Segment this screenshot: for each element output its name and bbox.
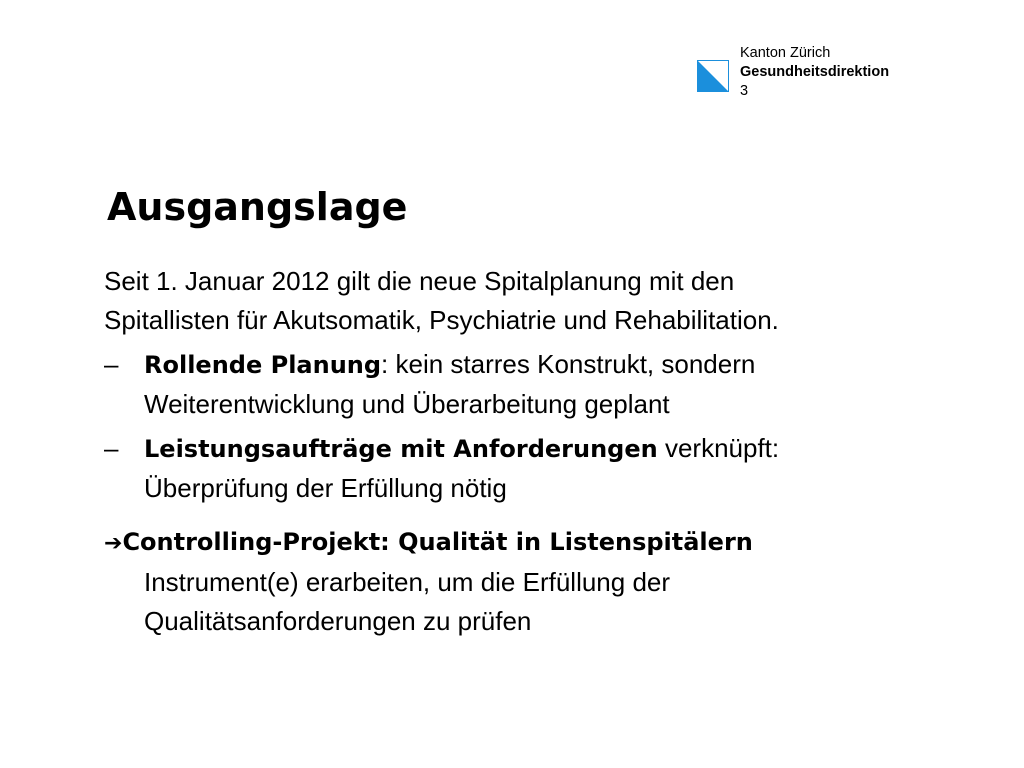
- bullet-line: [144, 429, 984, 469]
- bullet-text: verknüpft:: [657, 433, 780, 463]
- bullet-dash: –: [104, 433, 119, 463]
- bullet-bold-text: Rollende Planung: [144, 351, 382, 379]
- slide-title: Ausgangslage: [107, 185, 408, 229]
- intro-line: Seit 1. Januar 2012 gilt die neue Spitalplanung mit den: [104, 266, 735, 296]
- conclusion-line: Instrument(e) erarbeiten, um die Erfüllung der: [144, 567, 671, 597]
- slide-body: [104, 262, 984, 641]
- conclusion-block: [104, 522, 984, 641]
- bullet-rollende-planung: [104, 345, 984, 424]
- bullet-line: [144, 345, 984, 385]
- bullet-bold-text: Leistungsaufträge mit Anforderungen: [144, 435, 658, 463]
- conclusion-heading: Controlling-Projekt: Qualität in Listenspitälern: [122, 528, 753, 556]
- bullet-line-2: Überprüfung der Erfüllung nötig: [144, 473, 507, 503]
- bullet-dash: –: [104, 349, 119, 379]
- bullet-line-2: Weiterentwicklung und Überarbeitung geplant: [144, 389, 670, 419]
- department-name: Gesundheitsdirektion: [740, 64, 890, 80]
- bullet-text: : kein starres Konstrukt, sondern: [381, 349, 756, 379]
- org-name: Kanton Zürich: [740, 45, 831, 61]
- zurich-coat-of-arms-icon: [697, 60, 729, 92]
- page-number: 3: [740, 83, 749, 99]
- intro-line: Spitallisten für Akutsomatik, Psychiatrie und Rehabilitation.: [104, 305, 779, 335]
- header-branding: [697, 44, 889, 101]
- org-text: [740, 44, 889, 101]
- arrow-right-icon: ➔: [104, 531, 123, 556]
- conclusion-line: Qualitätsanforderungen zu prüfen: [144, 606, 532, 636]
- intro-paragraph: [104, 262, 984, 340]
- bullet-leistungsauftraege: [104, 429, 984, 508]
- conclusion-heading-line: [104, 522, 984, 563]
